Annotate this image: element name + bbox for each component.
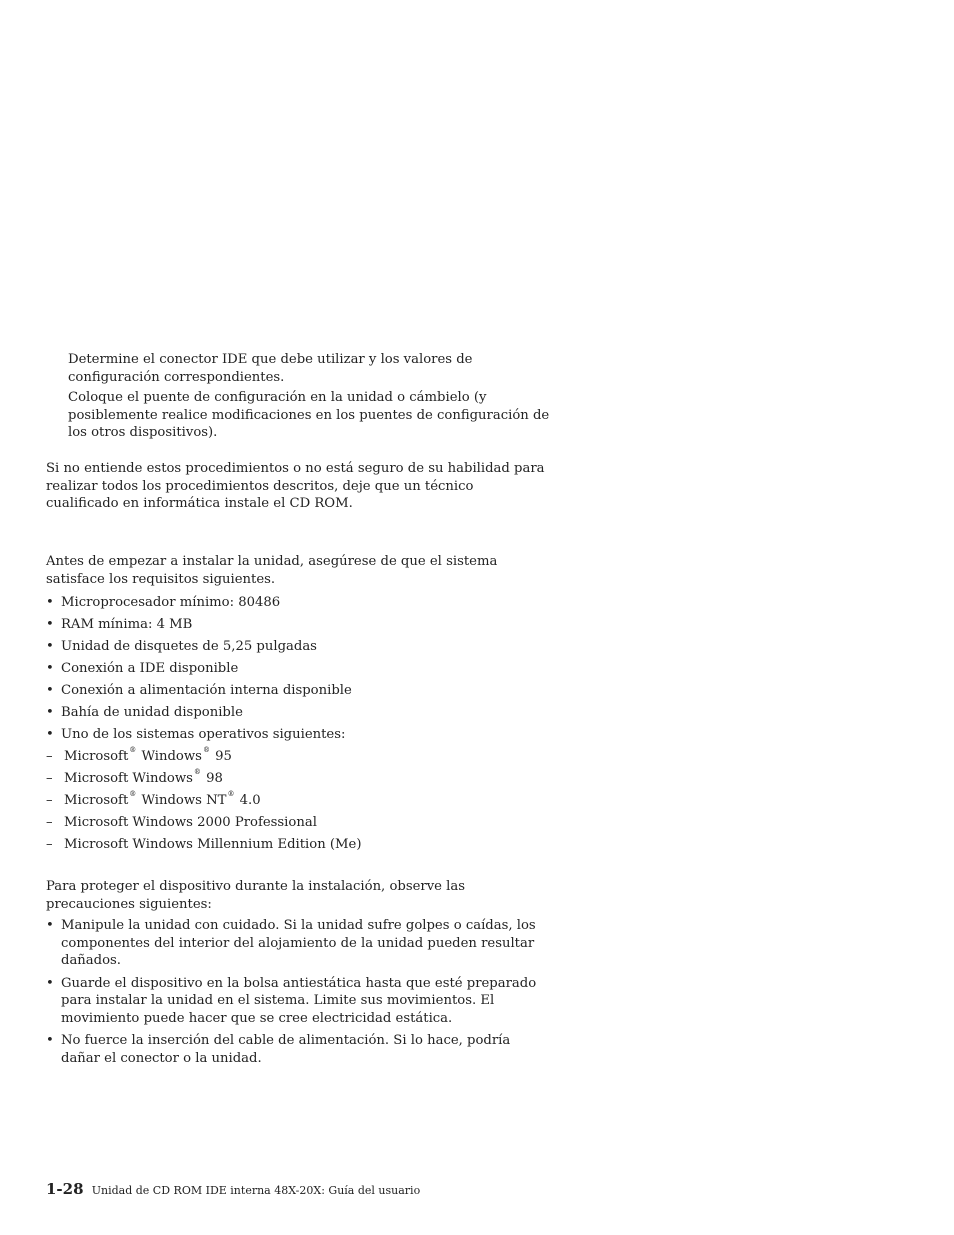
precautions-intro-text: Para proteger el dispositivo durante la instalación, observe las precauciones siguientes: [46,879,465,912]
os-win95-a: Microsoft [64,749,129,764]
precautions-intro [46,878,546,913]
precaution-item: • No fuerce la inserción del cable de alimentación. Si lo hace, podría dañar el conector o la unidad. [46,1032,546,1067]
requirement-item: • Microprocesador mínimo: 80486 [46,592,546,614]
page-footer [46,1181,420,1200]
os-list-label: Uno de los sistemas operativos siguientes: [61,727,346,742]
registered-mark: ® [193,768,201,776]
os-win98-a: Microsoft Windows [64,771,193,786]
requirement-item: • Bahía de unidad disponible [46,702,546,724]
intro-item-1 [68,351,553,386]
registered-mark: ® [227,790,235,798]
requirement-item: • Unidad de disquetes de 5,25 pulgadas [46,636,546,658]
requirement-item: • Conexión a alimentación interna disponible [46,680,546,702]
requirements-list [46,592,546,856]
requirements-intro-text: Antes de empezar a instalar la unidad, asegúrese de que el sistema satisface los requisitos siguientes. [46,554,498,587]
os-item-winme: – Microsoft Windows Millennium Edition (Me) [31,834,546,856]
os-item-win98 [31,768,546,790]
requirement-item: • RAM mínima: 4 MB [46,614,546,636]
footer-title: Unidad de CD ROM IDE interna 48X-20X: Guía del usuario [91,1184,421,1197]
os-winnt-a: Microsoft [64,793,129,808]
os-win95-b: Windows [141,749,202,764]
os-win95-c: 95 [215,749,232,764]
os-list [31,746,546,856]
advice-paragraph [46,460,546,513]
os-item-win95 [31,746,546,768]
requirements-intro [46,553,546,588]
precautions-list [46,917,546,1067]
registered-mark: ® [129,746,137,754]
precaution-item: • Guarde el dispositivo en la bolsa antiestática hasta que esté preparado para instalar la unidad en el sistema. Limite sus movimientos. El movimiento puede hacer que se cree electricidad estática. [46,975,546,1028]
os-win98-c: 98 [206,771,223,786]
intro-item-2-text: Coloque el puente de configuración en la unidad o cámbielo (y posiblemente realice modificaciones en los puentes de configuración de los otros dispositivos). [68,390,550,440]
os-winnt-b: Windows NT [141,793,227,808]
registered-mark: ® [202,746,210,754]
registered-mark: ® [129,790,137,798]
intro-item-1-text: Determine el conector IDE que debe utilizar y los valores de configuración correspondientes. [68,352,473,385]
os-item-win2000: – Microsoft Windows 2000 Professional [31,812,546,834]
requirement-item: • Conexión a IDE disponible [46,658,546,680]
os-item-winnt [31,790,546,812]
requirement-item [46,724,546,746]
page-number: 1-28 [46,1180,84,1198]
precaution-item: • Manipule la unidad con cuidado. Si la unidad sufre golpes o caídas, los componentes del interior del alojamiento de la unidad pueden resultar dañados. [46,917,546,970]
intro-item-2 [68,389,553,442]
advice-text: Si no entiende estos procedimientos o no está seguro de su habilidad para realizar todos los procedimientos descritos, deje que un técnico cualificado en informática instale el CD ROM. [46,461,545,511]
os-winnt-c: 4.0 [239,793,261,808]
